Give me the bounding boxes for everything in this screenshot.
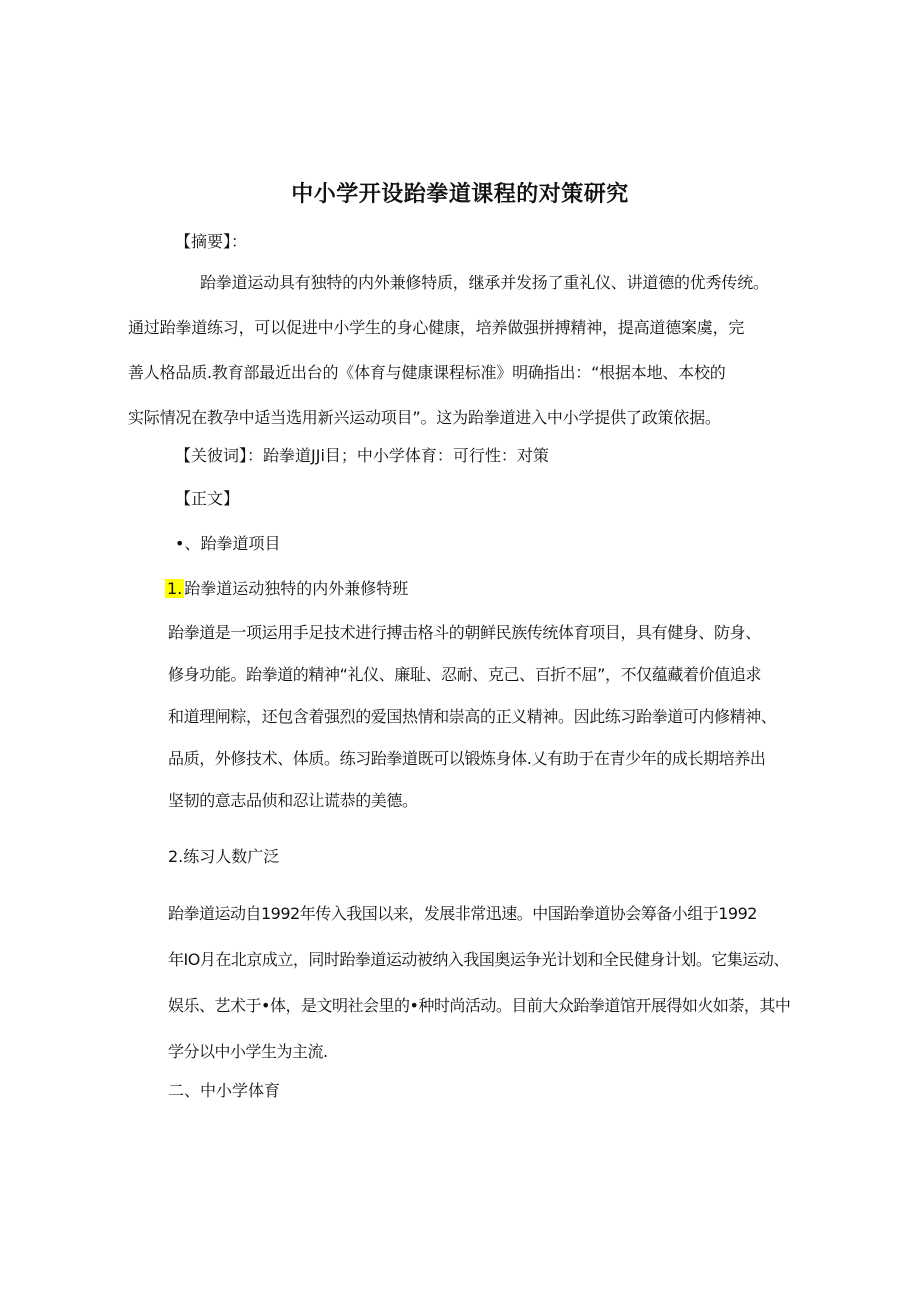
paragraph-line: 坚韧的意志品侦和忍让谎恭的美德。: [168, 791, 418, 810]
section1-paragraph: [168, 622, 790, 812]
paragraph-line: 年IO月在北京成立，同时跆拳道运动被纳入我国奥运争光计划和全民健身计划。它集运动、: [168, 950, 789, 969]
abstract-line: 善人格品质.教育部最近出台的《体育与健康课程标准》明确指出：“根据本地、本校的: [128, 363, 726, 382]
subheading-2: 2.练习人数广泛: [168, 847, 280, 866]
body-label: 【正文】: [175, 489, 240, 508]
section-heading-1: •、跆拳道项目: [175, 534, 281, 553]
subheading-1: [165, 578, 408, 600]
paragraph-line: 学分以中小学生为主流.: [168, 1042, 328, 1061]
keywords-line: 【关彼词】：跆拳道JJi目；中小学体育：可行性：对策: [175, 446, 549, 465]
paragraph-line: 品质，外修技术、体质。练习跆拳道既可以锻炼身体.乂有助于在青少年的成长期培养出: [168, 749, 766, 768]
section2-paragraph: [168, 903, 790, 1063]
abstract-line: 跆拳道运动具有独特的内外兼修特质，继承并发扬了重礼仪、讲道德的优秀传统。: [200, 273, 769, 292]
abstract-label: 【摘要】：: [175, 232, 248, 251]
document-title: 中小学开设跆拳道课程的对策研究: [291, 182, 629, 207]
paragraph-line: 娱乐、艺术于•体，是文明社会里的•种时尚活动。目前大众跆拳道馆开展得如火如荼，其中: [168, 996, 791, 1015]
section-heading-2: 二、中小学体育: [168, 1081, 281, 1100]
paragraph-line: 和道理闸粽，还包含着强烈的爱国热情和崇高的正义精神。因此练习跆拳道可内修精神、: [168, 707, 777, 726]
abstract-line: 实际情况在教孕中适当选用新兴运动项目”。这为跆拳道进入中小学提供了政策依据。: [128, 408, 721, 427]
paragraph-line: 跆拳道是一项运用手足技术进行搏击格斗的朝鲜民族传统体育项目，具有健身、防身、: [168, 623, 761, 642]
paragraph-line: 修身功能。跆拳道的精神“礼仪、廉耻、忍耐、克己、百折不屈”，不仅蕴藏着价值追求: [168, 665, 761, 684]
paragraph-line: 跆拳道运动自1992年传入我国以来，发展非常迅速。中国跆拳道协会筹备小组于1992: [168, 904, 757, 923]
abstract-line: 通过跆拳道练习，可以促进中小学生的身心健康，培养做强拼搏精神，提高道德案虞，完: [128, 318, 745, 337]
subheading-1-text: 跆拳道运动独特的内外兼修特班: [184, 579, 409, 598]
subheading-1-number: 1.: [167, 579, 183, 598]
abstract-paragraph: [128, 272, 790, 429]
